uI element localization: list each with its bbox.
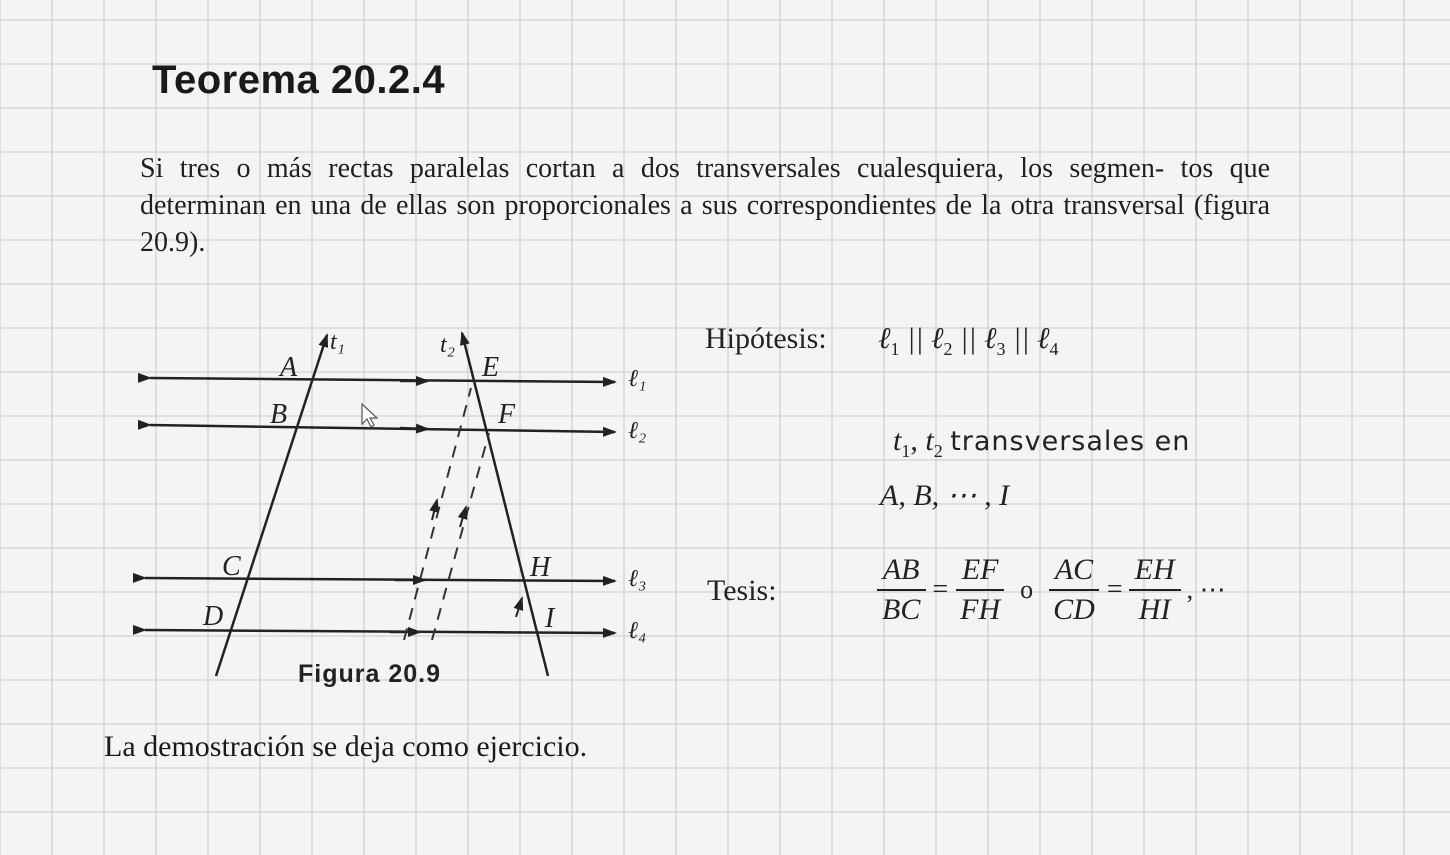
parallel-lines xyxy=(145,378,615,633)
transversal-label-t2: t₂ xyxy=(440,332,456,358)
point-label-i: I xyxy=(545,603,555,634)
fraction-ac-cd: $\frac{AC}{CD}$ xyxy=(1047,553,1101,627)
point-label-f: F xyxy=(498,399,516,430)
equals-sign: = xyxy=(932,574,949,605)
point-label-d: D xyxy=(203,601,224,632)
transversal-t2 xyxy=(462,333,548,676)
fraction-ab-bc: $\frac{AB}{BC}$ xyxy=(876,553,926,627)
ellipsis: , ⋯ xyxy=(1186,575,1226,604)
theorem-title: Teorema 20.2.4 xyxy=(152,58,446,102)
thesis-label: Tesis: xyxy=(707,574,777,607)
theorem-statement: Si tres o más rectas paralelas cortan a dos transversales cualesquiera, los segmen- tos que determinan en una de ellas son proporcionales a sus correspondientes de la otra transversal (figura 20.9). xyxy=(140,153,1270,258)
fraction-ef-fh: $\frac{EF}{FH}$ xyxy=(954,553,1006,627)
parallel-line-l1 xyxy=(150,378,615,382)
point-label-h: H xyxy=(530,552,551,583)
hypothesis-parallel-relation: ℓ$_1$ || ℓ$_2$ || ℓ$_3$ || ℓ$_4$ xyxy=(878,322,1059,359)
point-label-c: C xyxy=(222,551,241,582)
figure-caption: Figura 20.9 xyxy=(298,660,441,688)
point-label-b: B xyxy=(270,399,288,430)
proof-note: La demostración se deja como ejercicio. xyxy=(104,730,588,763)
parallel-label-l2: ℓ₂ xyxy=(628,418,647,444)
parallel-label-l3: ℓ₃ xyxy=(628,566,647,592)
transversals-text: transversales en xyxy=(950,426,1191,457)
hypothesis-transversals: $t_1$, $t_2$ transversales en xyxy=(893,424,1191,461)
cursor-icon xyxy=(362,404,377,427)
hypothesis-label: Hipótesis: xyxy=(705,322,827,355)
transversals xyxy=(216,333,548,676)
parallel-line-l2 xyxy=(150,425,615,432)
connector-o: o xyxy=(1020,575,1034,604)
point-label-a: A xyxy=(280,352,298,383)
parallel-label-l4: ℓ₄ xyxy=(628,618,647,644)
transversal-t1 xyxy=(216,335,327,676)
auxiliary-dashed-lines xyxy=(404,388,489,640)
hypothesis-points: A, B, ⋯ , I xyxy=(880,479,1010,512)
fraction-eh-hi: $\frac{EH}{HI}$ xyxy=(1129,553,1181,627)
transversal-label-t1: t₁ xyxy=(330,329,346,355)
equals-sign: = xyxy=(1106,574,1123,605)
parallel-label-l1: ℓ₁ xyxy=(628,366,647,392)
thesis-proportions xyxy=(872,545,1226,635)
point-label-e: E xyxy=(482,352,500,383)
